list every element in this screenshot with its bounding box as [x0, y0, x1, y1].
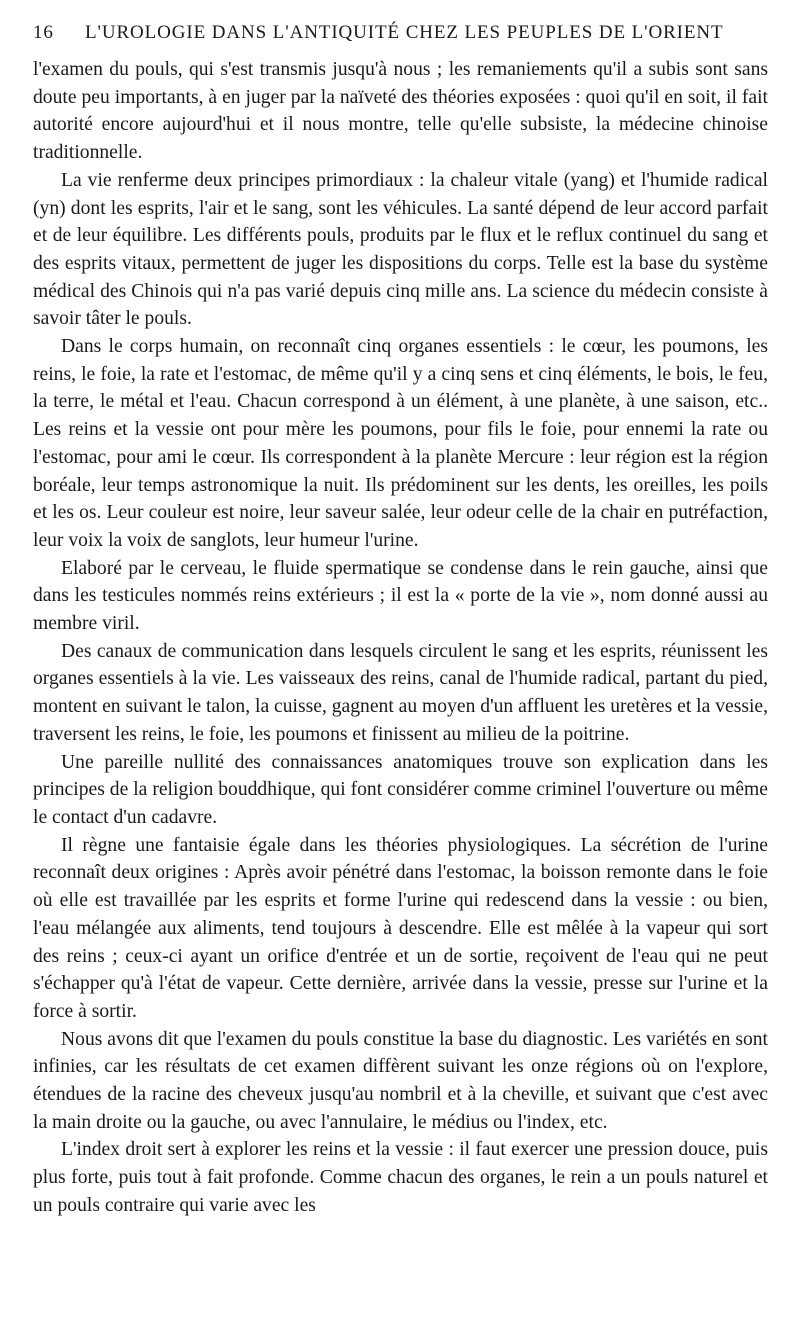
paragraph-8: Nous avons dit que l'examen du pouls constitue la base du diagnostic. Les variétés en sont infinies, car les résultats de cet examen diffèrent suivant les onze régions où on l'explore, étendues de la racine des cheveux jusqu'au nombril et à la cheville, et suivant que c'est avec la main droite ou la gauche, ou avec l'annulaire, le médius ou l'index, etc. [33, 1028, 768, 1133]
paragraph-4: Elaboré par le cerveau, le fluide spermatique se condense dans le rein gauche, ainsi que dans les testicules nommés reins extérieurs ; il est la « porte de la vie », nom donné aussi au membre viril. [33, 557, 768, 635]
paragraph-9: L'index droit sert à explorer les reins et la vessie : il faut exercer une pression douce, puis plus forte, puis tout à fait profonde. Comme chacun des organes, le rein a un pouls naturel et un pouls contraire qui varie avec les [33, 1139, 768, 1216]
page-number: 16 [33, 22, 54, 43]
paragraph-1: l'examen du pouls, qui s'est transmis jusqu'à nous ; les remaniements qu'il a subis sont sans doute peu importants, à en juger par la naïveté des théories exposées : quoi qu'il en soit, il fait autorité encore aujourd'hui et il nous montre, telle qu'elle subsiste, la médecine chinoise traditionnelle. [33, 59, 768, 164]
paragraph-2: La vie renferme deux principes primordiaux : la chaleur vitale (yang) et l'humide radical (yn) dont les esprits, l'air et le sang, sont les véhicules. La santé dépend de leur accord parfait et de leur équilibre. Les différents pouls, produits par le flux et le reflux continuel du sang et des esprits vitaux, permettent de juger les dispositions du corps. Telle est la base du système médical des Chinois qui n'a pas varié depuis cinq mille ans. La science du médecin consiste à savoir tâter le pouls. [33, 169, 768, 330]
paragraph-7: Il règne une fantaisie égale dans les théories physiologiques. La sécrétion de l'urine reconnaît deux origines : Après avoir pénétré dans l'estomac, la boisson remonte dans le foie où elle est travaillée par les esprits et forme l'urine qui redescend dans la vessie : ou bien, l'eau mélangée aux aliments, tend toujours à descendre. Elle est mêlée à la vapeur qui sort des reins ; ceux-ci ayant un orifice d'entrée et un de sortie, reçoivent de l'eau qui ne peut s'échapper qu'à l'état de vapeur. Cette dernière, arrivée dans la vessie, presse sur l'urine et la force à sortir. [33, 834, 768, 1022]
body-text [33, 56, 768, 1220]
paragraph-3: Dans le corps humain, on reconnaît cinq organes essentiels : le cœur, les poumons, les reins, le foie, la rate et l'estomac, de même qu'il y a cinq sens et cinq éléments, le bois, le feu, la terre, le métal et l'eau. Chacun correspond à un élément, à une planète, à une saison, etc.. Les reins et la vessie ont pour mère les poumons, pour fils le foie, pour ennemi la rate ou l'estomac, pour ami le cœur. Ils correspondent à la planète Mercure : leur région est la région boréale, leur temps astronomique la nuit. Ils prédominent sur les dents, les oreilles, les poils et les os. Leur couleur est noire, leur saveur salée, leur odeur celle de la chair en putréfaction, leur voix la voix de sanglots, leur humeur l'urine. [33, 336, 768, 551]
running-head [33, 22, 768, 56]
paragraph-6: Une pareille nullité des connaissances anatomiques trouve son explication dans les principes de la religion bouddhique, qui font considérer comme criminel l'ouverture ou même le contact d'un cadavre. [33, 751, 768, 828]
running-head-title: L'UROLOGIE DANS L'ANTIQUITÉ CHEZ LES PEUPLES DE L'ORIENT [85, 22, 724, 43]
paragraph-5: Des canaux de communication dans lesquels circulent le sang et les esprits, réunissent les organes essentiels à la vie. Les vaisseaux des reins, canal de l'humide radical, partant du pied, montent en suivant le talon, la cuisse, gagnent au moyen d'un affluent les uretères et la vessie, traversent les reins, le foie, les poumons et finissent au milieu de la poitrine. [33, 640, 768, 745]
